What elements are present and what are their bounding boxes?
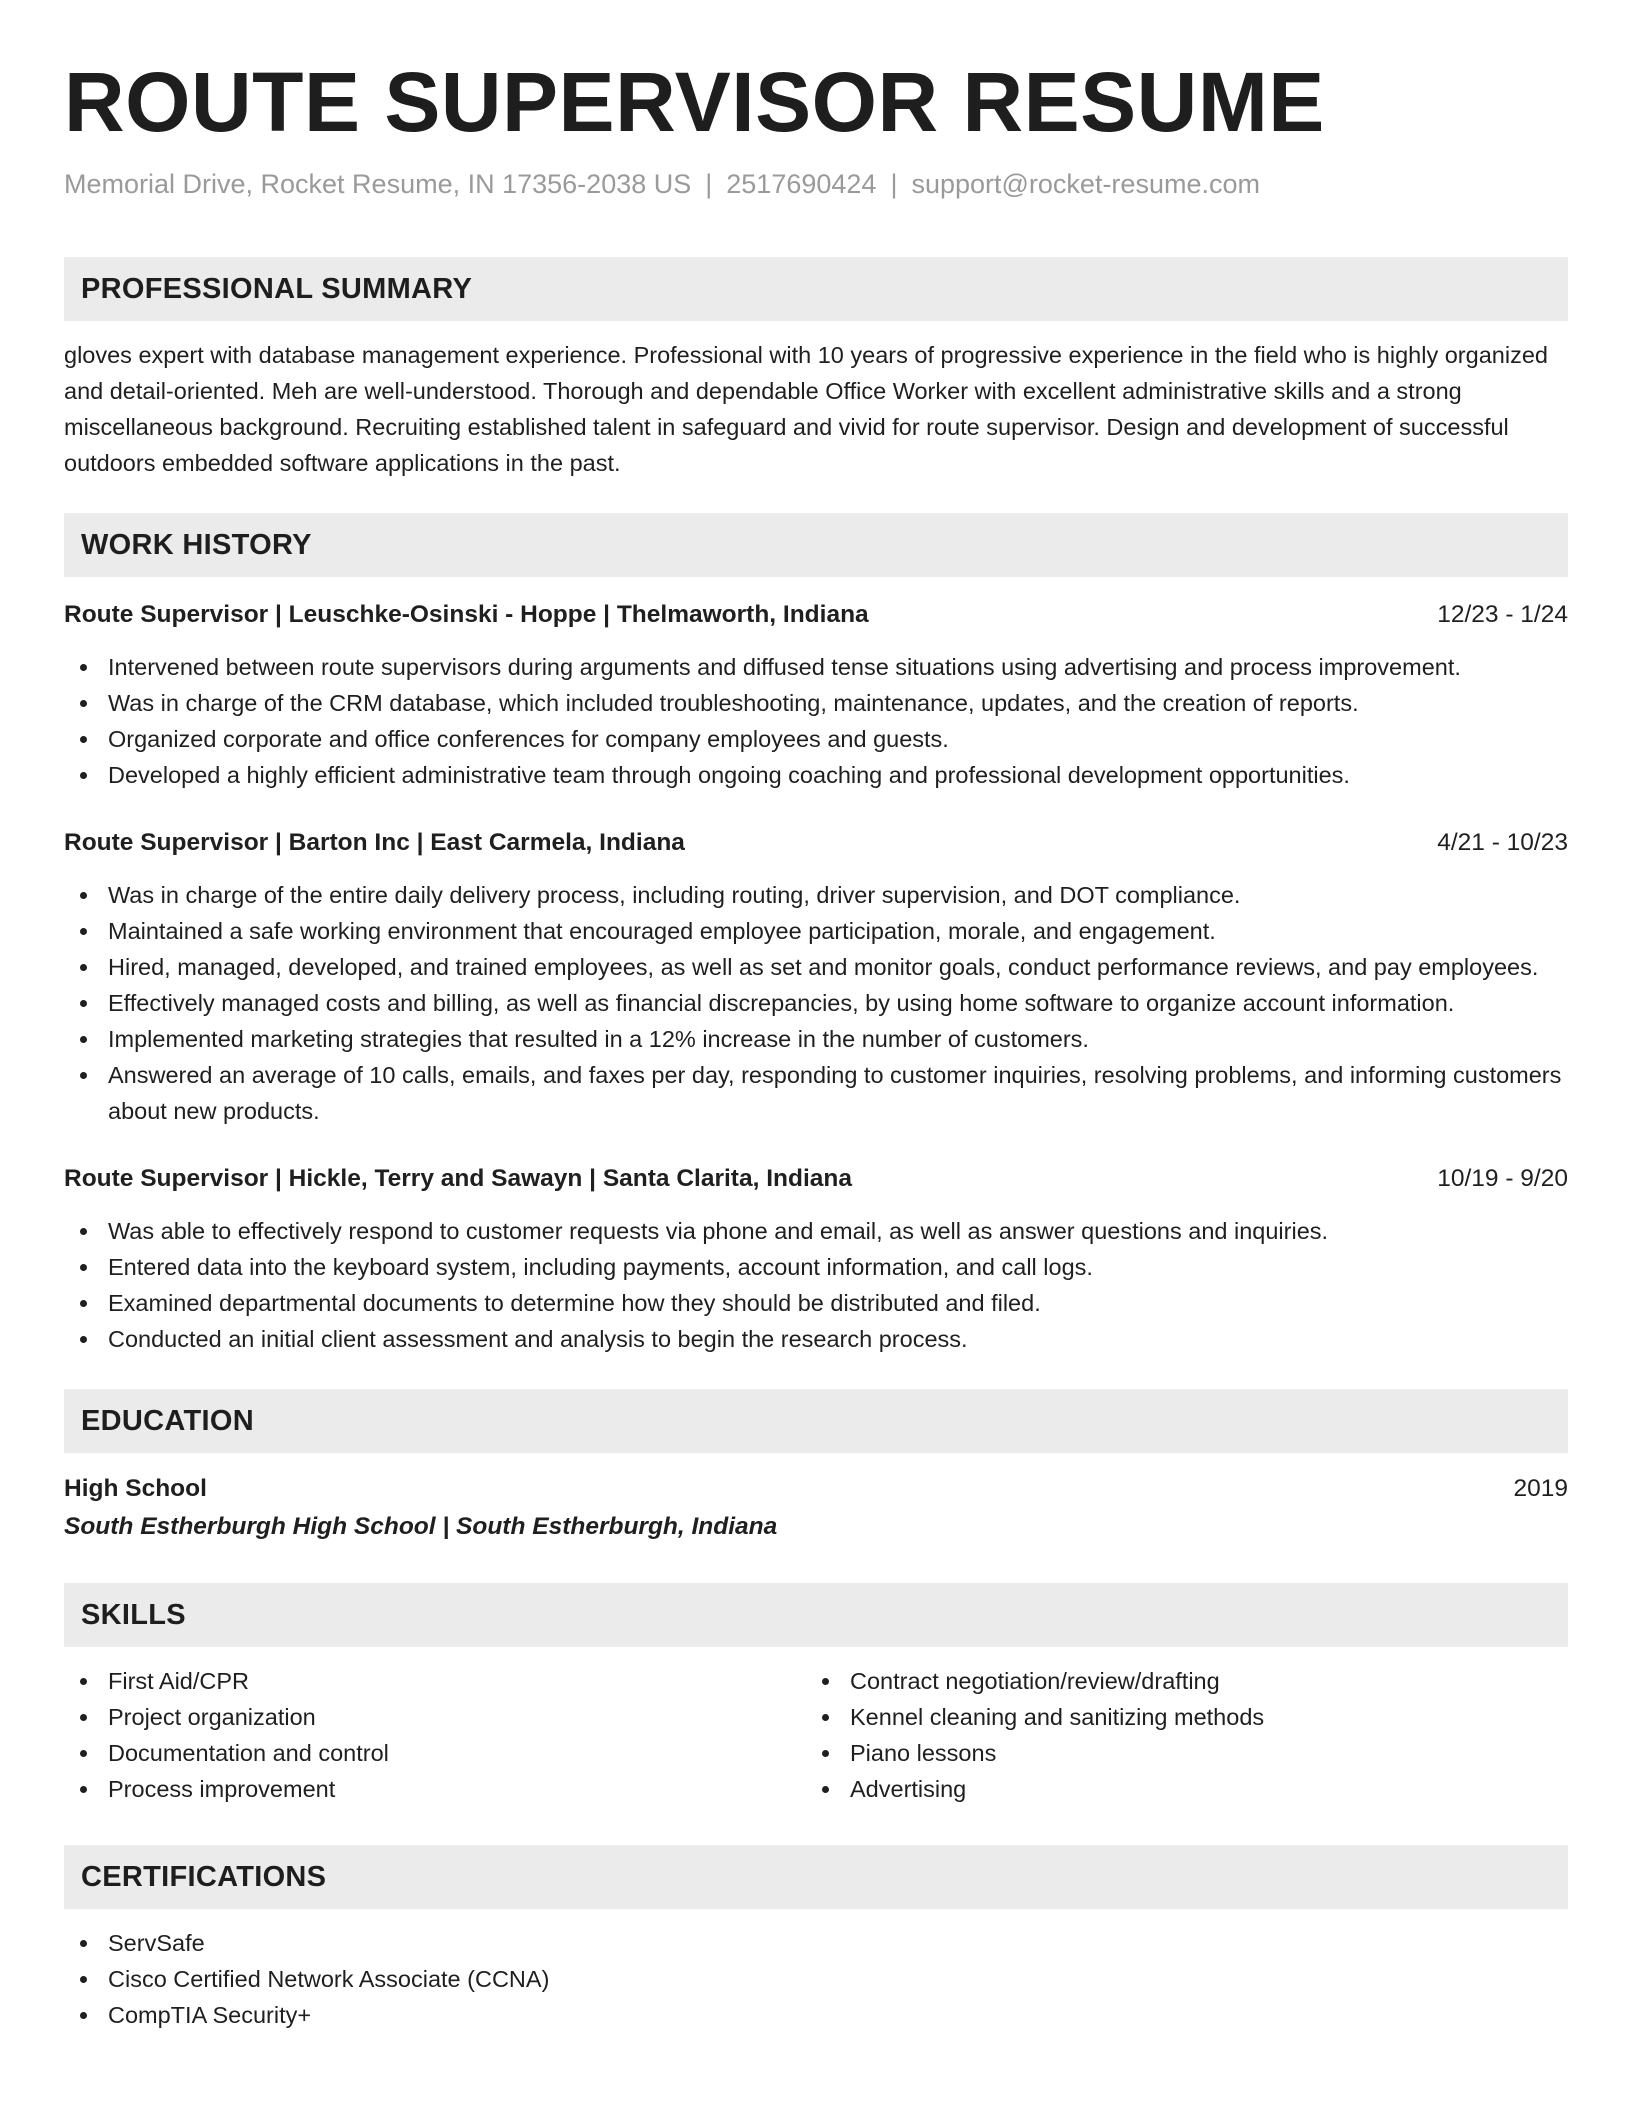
resume-page	[64, 52, 1568, 2033]
job-title: Route Supervisor | Hickle, Terry and Sawayn | Santa Clarita, Indiana	[64, 1165, 852, 1192]
job-title: Route Supervisor | Leuschke-Osinski - Hoppe | Thelmaworth, Indiana	[64, 601, 869, 628]
skill-item: First Aid/CPR	[64, 1663, 806, 1699]
certification-item: Cisco Certified Network Associate (CCNA)	[64, 1961, 1568, 1997]
skills-list	[806, 1663, 1548, 1807]
job-bullets	[64, 649, 1568, 793]
certification-item: ServSafe	[64, 1925, 1568, 1961]
section-header-certifications: CERTIFICATIONS	[64, 1845, 1568, 1909]
certifications-list	[64, 1925, 1568, 2033]
job-bullet: Conducted an initial client assessment and analysis to begin the research process.	[64, 1321, 1568, 1357]
skill-item: Process improvement	[64, 1771, 806, 1807]
education-degree: High School	[64, 1475, 207, 1502]
job-entry	[64, 597, 1568, 793]
job-bullets	[64, 1213, 1568, 1357]
skills-column-right	[806, 1663, 1548, 1807]
job-bullet: Was in charge of the entire daily delivery process, including routing, driver supervision, and DOT compliance.	[64, 877, 1568, 913]
skill-item: Kennel cleaning and sanitizing methods	[806, 1699, 1548, 1735]
job-header	[64, 1161, 1568, 1197]
job-header	[64, 597, 1568, 633]
resume-title: ROUTE SUPERVISOR RESUME	[64, 55, 1325, 149]
job-title: Route Supervisor | Barton Inc | East Carmela, Indiana	[64, 829, 685, 856]
job-bullet: Implemented marketing strategies that resulted in a 12% increase in the number of customers.	[64, 1021, 1568, 1057]
job-bullet: Intervened between route supervisors during arguments and diffused tense situations using advertising and process improvement.	[64, 649, 1568, 685]
skills-column-left	[64, 1663, 806, 1807]
job-bullet: Developed a highly efficient administrative team through ongoing coaching and professional development opportunities.	[64, 757, 1568, 793]
summary-text: gloves expert with database management experience. Professional with 10 years of progressive experience in the field who is highly organized and detail-oriented. Meh are well-understood. Thorough and dependable Office Worker with excellent administrative skills and a strong miscellaneous background. Recruiting established talent in safeguard and vivid for route supervisor. Design and development of successful outdoors embedded software applications in the past.	[64, 342, 1548, 476]
education-row	[64, 1471, 1568, 1507]
job-bullet: Answered an average of 10 calls, emails, and faxes per day, responding to customer inquiries, resolving problems, and informing customers about new products.	[64, 1057, 1568, 1129]
job-dates: 12/23 - 1/24	[1437, 601, 1568, 628]
job-dates: 4/21 - 10/23	[1437, 829, 1568, 856]
section-header-summary: PROFESSIONAL SUMMARY	[64, 257, 1568, 321]
job-bullet: Was in charge of the CRM database, which included troubleshooting, maintenance, updates, and the creation of reports.	[64, 685, 1568, 721]
job-bullet: Entered data into the keyboard system, including payments, account information, and call logs.	[64, 1249, 1568, 1285]
education-school: South Estherburgh High School | South Estherburgh, Indiana	[64, 1513, 778, 1540]
contact-address: Memorial Drive, Rocket Resume, IN 17356-2038 US	[64, 169, 692, 199]
job-bullet: Examined departmental documents to determine how they should be distributed and filed.	[64, 1285, 1568, 1321]
job-bullet: Organized corporate and office conferences for company employees and guests.	[64, 721, 1568, 757]
job-bullet: Was able to effectively respond to customer requests via phone and email, as well as answer questions and inquiries.	[64, 1213, 1568, 1249]
skill-item: Advertising	[806, 1771, 1548, 1807]
skill-item: Project organization	[64, 1699, 806, 1735]
skills-columns	[64, 1663, 1568, 1807]
skills-list	[64, 1663, 806, 1807]
contact-separator: |	[890, 169, 898, 199]
job-entry	[64, 1161, 1568, 1357]
job-entry	[64, 825, 1568, 1129]
certification-item: CompTIA Security+	[64, 1997, 1568, 2033]
job-bullet: Hired, managed, developed, and trained employees, as well as set and monitor goals, conduct performance reviews, and pay employees.	[64, 949, 1568, 985]
job-dates: 10/19 - 9/20	[1437, 1165, 1568, 1192]
contact-line	[64, 166, 1568, 202]
section-header-work-history: WORK HISTORY	[64, 513, 1568, 577]
job-bullets	[64, 877, 1568, 1129]
skill-item: Documentation and control	[64, 1735, 806, 1771]
job-bullet: Effectively managed costs and billing, as well as financial discrepancies, by using home software to organize account information.	[64, 985, 1568, 1021]
skill-item: Piano lessons	[806, 1735, 1548, 1771]
job-bullet: Maintained a safe working environment that encouraged employee participation, morale, and engagement.	[64, 913, 1568, 949]
section-header-education: EDUCATION	[64, 1389, 1568, 1453]
contact-separator: |	[705, 169, 713, 199]
section-header-skills: SKILLS	[64, 1583, 1568, 1647]
skill-item: Contract negotiation/review/drafting	[806, 1663, 1548, 1699]
education-year: 2019	[1513, 1475, 1568, 1502]
job-header	[64, 825, 1568, 861]
contact-phone: 2517690424	[726, 169, 877, 199]
contact-email: support@rocket-resume.com	[911, 169, 1260, 199]
